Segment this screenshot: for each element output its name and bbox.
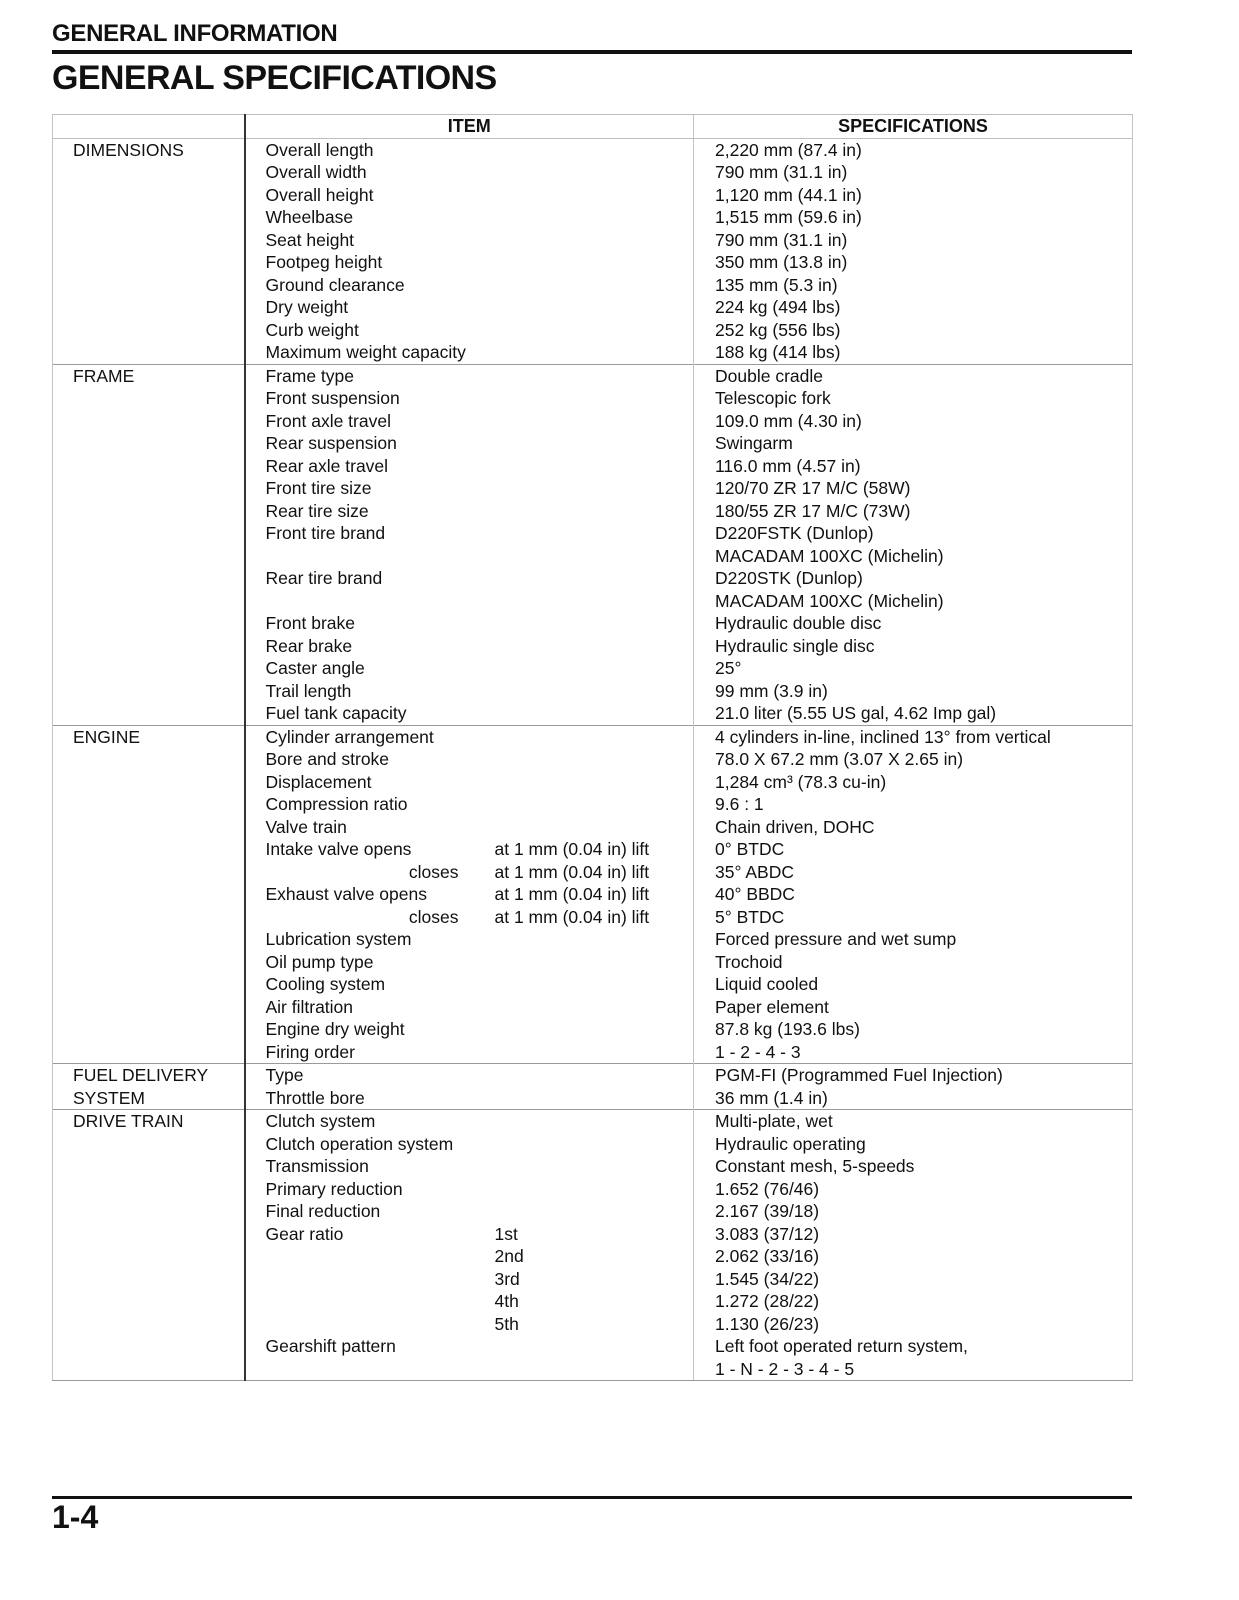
category-cell: DRIVE TRAIN [53,1110,245,1133]
category-cell [53,1155,245,1178]
item-cell: Wheelbase [265,207,354,227]
item-cell: Displacement [265,771,372,792]
item-cell: Clutch operation system [265,1133,454,1154]
item-cell: closes [408,861,459,882]
item-cell: Frame type [245,364,475,387]
specification-cell: 2,220 mm (87.4 in) [694,138,1133,161]
condition-cell [475,1018,694,1041]
category-cell [53,1245,245,1268]
condition-cell [475,1155,694,1178]
specification-cell: 21.0 liter (5.55 US gal, 4.62 Imp gal) [694,702,1133,725]
category-cell [53,500,245,523]
condition-cell [475,1133,694,1156]
item-cell: Rear brake [265,635,353,656]
item-cell: Throttle bore [265,1087,365,1108]
category-cell [53,387,245,410]
table-row [53,883,1133,906]
condition-cell [475,725,694,748]
condition-cell: at 1 mm (0.04 in) lift [494,906,650,927]
condition-cell [475,229,694,252]
specification-cell: 3.083 (37/12) [694,1223,1133,1246]
item-cell: Clutch system [245,1110,475,1133]
specification-cell: 9.6 : 1 [694,793,1133,816]
category-cell [53,793,245,816]
specification-cell: 224 kg (494 lbs) [694,296,1133,319]
table-header-row [53,115,1133,139]
category-cell [53,748,245,771]
table-row [53,590,1133,613]
specification-cell: 25° [694,657,1133,680]
category-cell [53,1018,245,1041]
condition-cell [475,1358,694,1381]
condition-cell: at 1 mm (0.04 in) lift [494,839,650,859]
specification-cell: 2.167 (39/18) [694,1200,1133,1223]
condition-cell [475,387,694,410]
table-row [53,206,1133,229]
condition-cell [475,1087,694,1110]
specification-cell: Forced pressure and wet sump [694,928,1133,951]
condition-cell: 3rd [494,1268,520,1289]
specification-cell: 790 mm (31.1 in) [694,229,1133,252]
specification-cell: 1.545 (34/22) [694,1268,1133,1291]
item-cell: Rear tire size [265,500,369,521]
specification-cell: 188 kg (414 lbs) [694,341,1133,364]
footer-rule [52,1496,1132,1499]
condition-cell [475,161,694,184]
condition-cell [475,1110,694,1133]
item-cell: Trail length [265,680,352,701]
category-cell [53,206,245,229]
specification-cell: D220STK (Dunlop) [694,567,1133,590]
table-row [53,296,1133,319]
table-row [53,725,1133,748]
table-row [53,1358,1133,1381]
category-cell [53,1200,245,1223]
condition-cell [475,455,694,478]
condition-cell [475,771,694,794]
item-cell: Overall width [265,162,367,182]
category-cell [53,545,245,568]
table-row [53,251,1133,274]
table-row [53,635,1133,658]
specification-cell: Telescopic fork [694,387,1133,410]
category-cell: SYSTEM [53,1087,245,1110]
specification-cell: Left foot operated return system, [694,1335,1133,1358]
table-row [53,319,1133,342]
table-row [53,906,1133,929]
table-row [53,951,1133,974]
item-cell: Cooling system [265,974,386,994]
table-row [53,973,1133,996]
category-cell [53,1268,245,1291]
condition-cell [475,251,694,274]
condition-cell [475,702,694,725]
item-cell: Primary reduction [265,1178,403,1199]
condition-cell [475,410,694,433]
specification-cell: 116.0 mm (4.57 in) [694,455,1133,478]
item-cell: Air filtration [265,996,354,1017]
item-cell [245,1268,475,1291]
table-row [53,1178,1133,1201]
condition-cell [475,477,694,500]
category-cell [53,816,245,839]
category-cell [53,319,245,342]
table-row [53,387,1133,410]
table-row [53,816,1133,839]
page-number: 1-4 [52,1499,99,1535]
category-cell [53,861,245,884]
table-row [53,455,1133,478]
item-cell [245,1245,475,1268]
table-row [53,1313,1133,1336]
table-row [53,793,1133,816]
item-cell: Oil pump type [265,951,374,972]
item-cell: Front axle travel [265,410,391,431]
condition-cell: 5th [494,1313,519,1334]
category-cell [53,702,245,725]
item-cell: Seat height [265,229,355,250]
specification-cell: Multi-plate, wet [694,1110,1133,1133]
specification-cell: Constant mesh, 5-speeds [694,1155,1133,1178]
specification-cell: 1.652 (76/46) [694,1178,1133,1201]
item-cell: Overall length [245,138,475,161]
specification-cell: Paper element [694,996,1133,1019]
item-cell: Footpeg height [265,252,383,272]
condition-cell [475,1335,694,1358]
table-row [53,838,1133,861]
item-cell: Fuel tank capacity [265,703,407,723]
condition-cell [475,274,694,297]
table-row [53,861,1133,884]
condition-cell [475,1064,694,1087]
table-row [53,567,1133,590]
table-row [53,702,1133,725]
table-row [53,274,1133,297]
condition-cell [475,138,694,161]
table-row [53,1133,1133,1156]
item-cell: Maximum weight capacity [265,342,466,362]
table-row [53,522,1133,545]
table-row [53,1335,1133,1358]
condition-cell [475,567,694,590]
item-cell: Lubrication system [265,929,412,949]
specification-cell: 0° BTDC [694,838,1133,861]
item-cell: Exhaust valve opens [265,884,427,904]
condition-cell [475,1200,694,1223]
item-cell: Gear ratio [265,1223,344,1244]
category-cell [53,951,245,974]
table-row [53,500,1133,523]
specification-cell: 120/70 ZR 17 M/C (58W) [694,477,1133,500]
item-cell: Compression ratio [265,794,408,814]
category-cell [53,973,245,996]
category-cell [53,184,245,207]
specification-cell: 135 mm (5.3 in) [694,274,1133,297]
item-cell: Final reduction [265,1201,381,1221]
specification-cell: Liquid cooled [694,973,1133,996]
item-cell [245,590,475,613]
category-cell [53,1178,245,1201]
table-row [53,341,1133,364]
specification-cell: 1,515 mm (59.6 in) [694,206,1133,229]
specification-cell: MACADAM 100XC (Michelin) [694,545,1133,568]
specification-cell: 40° BBDC [694,883,1133,906]
category-cell [53,1358,245,1381]
condition-cell [475,590,694,613]
item-cell: closes [408,906,459,927]
item-cell: Caster angle [265,658,365,678]
condition-cell [475,680,694,703]
category-cell [53,680,245,703]
condition-cell [475,657,694,680]
category-cell [53,455,245,478]
condition-cell [475,928,694,951]
category-cell [53,522,245,545]
specification-cell: 1.130 (26/23) [694,1313,1133,1336]
category-cell [53,657,245,680]
table-row [53,1268,1133,1291]
table-row [53,996,1133,1019]
specification-cell: 36 mm (1.4 in) [694,1087,1133,1110]
specification-cell: Trochoid [694,951,1133,974]
item-cell [245,545,475,568]
column-header-item: ITEM [245,115,694,139]
table-row [53,410,1133,433]
category-cell [53,612,245,635]
header-category-cell [53,115,245,139]
item-cell: Intake valve opens [265,839,412,859]
table-row [53,657,1133,680]
header-rule [52,50,1132,54]
category-cell [53,229,245,252]
category-cell [53,296,245,319]
table-row [53,161,1133,184]
category-cell: ENGINE [53,725,245,748]
item-cell [245,1290,475,1313]
condition-cell: 1st [494,1223,518,1244]
category-cell [53,1223,245,1246]
condition-cell: at 1 mm (0.04 in) lift [494,861,650,882]
specification-cell: 1 - N - 2 - 3 - 4 - 5 [694,1358,1133,1381]
table-row [53,1155,1133,1178]
table-row [53,1041,1133,1064]
specification-cell: Double cradle [694,364,1133,387]
item-cell: Firing order [265,1041,355,1062]
condition-cell [475,1041,694,1064]
table-row [53,1018,1133,1041]
condition-cell [475,545,694,568]
specification-cell: Hydraulic double disc [694,612,1133,635]
specification-cell: 99 mm (3.9 in) [694,680,1133,703]
specification-cell: Hydraulic operating [694,1133,1133,1156]
condition-cell [475,973,694,996]
category-cell [53,838,245,861]
category-cell [53,1133,245,1156]
category-cell: FUEL DELIVERY [53,1064,245,1087]
specification-cell: Swingarm [694,432,1133,455]
condition-cell: 4th [494,1291,519,1311]
section-header: GENERAL INFORMATION [52,20,338,47]
item-cell: Dry weight [265,297,349,317]
specification-cell: 35° ABDC [694,861,1133,884]
item-cell: Type [245,1064,475,1087]
item-cell: Rear axle travel [265,455,389,476]
category-cell [53,251,245,274]
condition-cell [475,206,694,229]
item-cell: Valve train [265,816,347,837]
table-row [53,680,1133,703]
condition-cell [475,748,694,771]
category-cell [53,1335,245,1358]
category-cell [53,928,245,951]
table-row [53,477,1133,500]
table-row [53,138,1133,161]
specification-cell: PGM-FI (Programmed Fuel Injection) [694,1064,1133,1087]
category-cell [53,1041,245,1064]
table-row [53,1223,1133,1246]
specification-cell: 78.0 X 67.2 mm (3.07 X 2.65 in) [694,748,1133,771]
condition-cell: at 1 mm (0.04 in) lift [494,884,650,904]
item-cell: Front tire brand [265,523,386,543]
condition-cell [475,500,694,523]
category-cell [53,1313,245,1336]
condition-cell [475,996,694,1019]
specification-cell: 4 cylinders in-line, inclined 13° from vertical [694,725,1133,748]
item-cell: Overall height [265,184,374,205]
category-cell [53,161,245,184]
category-cell [53,883,245,906]
condition-cell [475,341,694,364]
item-cell: Gearshift pattern [265,1336,396,1356]
specification-cell: 2.062 (33/16) [694,1245,1133,1268]
specifications-table [52,114,1133,1381]
table-row [53,1064,1133,1087]
condition-cell [475,1178,694,1201]
table-body [53,138,1133,1381]
category-cell [53,567,245,590]
condition-cell [475,951,694,974]
table-row [53,771,1133,794]
category-cell [53,477,245,500]
specification-cell: 1.272 (28/22) [694,1290,1133,1313]
table-row [53,1200,1133,1223]
table-row [53,1290,1133,1313]
condition-cell [475,432,694,455]
item-cell: Front suspension [265,388,400,408]
specification-cell: MACADAM 100XC (Michelin) [694,590,1133,613]
condition-cell [475,522,694,545]
specification-cell: 109.0 mm (4.30 in) [694,410,1133,433]
specification-cell: Chain driven, DOHC [694,816,1133,839]
category-cell: DIMENSIONS [53,138,245,161]
category-cell [53,432,245,455]
table-row [53,364,1133,387]
category-cell [53,771,245,794]
category-cell [53,341,245,364]
item-cell: Curb weight [265,319,359,340]
item-cell: Bore and stroke [265,749,390,769]
condition-cell [475,319,694,342]
condition-cell: 2nd [494,1246,524,1266]
item-cell [245,1358,475,1381]
condition-cell [475,184,694,207]
category-cell: FRAME [53,364,245,387]
category-cell [53,590,245,613]
item-cell: Transmission [265,1156,369,1176]
table-row [53,184,1133,207]
table-row [53,612,1133,635]
table-row [53,748,1133,771]
specification-cell: 1,284 cm³ (78.3 cu-in) [694,771,1133,794]
condition-cell [475,296,694,319]
item-cell: Cylinder arrangement [245,725,475,748]
item-cell: Front brake [265,613,355,633]
specification-cell: 350 mm (13.8 in) [694,251,1133,274]
table-row [53,229,1133,252]
specification-cell: 87.8 kg (193.6 lbs) [694,1018,1133,1041]
table-row [53,1110,1133,1133]
item-cell: Engine dry weight [265,1019,405,1039]
condition-cell [475,816,694,839]
specification-cell: 180/55 ZR 17 M/C (73W) [694,500,1133,523]
item-cell: Front tire size [265,478,372,498]
table-row [53,1087,1133,1110]
condition-cell [475,612,694,635]
item-cell: Rear tire brand [265,568,383,588]
table-row [53,432,1133,455]
category-cell [53,996,245,1019]
specification-cell: 790 mm (31.1 in) [694,161,1133,184]
specification-cell: 1 - 2 - 4 - 3 [694,1041,1133,1064]
condition-cell [475,635,694,658]
table-row [53,1245,1133,1268]
condition-cell [475,793,694,816]
specification-cell: 252 kg (556 lbs) [694,319,1133,342]
table-row [53,928,1133,951]
category-cell [53,274,245,297]
column-header-specifications: SPECIFICATIONS [694,115,1133,139]
specification-cell: Hydraulic single disc [694,635,1133,658]
category-cell [53,906,245,929]
page-title: GENERAL SPECIFICATIONS [52,59,497,97]
table-row [53,545,1133,568]
specification-cell: D220FSTK (Dunlop) [694,522,1133,545]
category-cell [53,410,245,433]
category-cell [53,1290,245,1313]
item-cell: Ground clearance [265,274,405,295]
item-cell [245,1313,475,1336]
specification-cell: 5° BTDC [694,906,1133,929]
category-cell [53,635,245,658]
item-cell: Rear suspension [265,433,397,453]
condition-cell [475,364,694,387]
specification-cell: 1,120 mm (44.1 in) [694,184,1133,207]
